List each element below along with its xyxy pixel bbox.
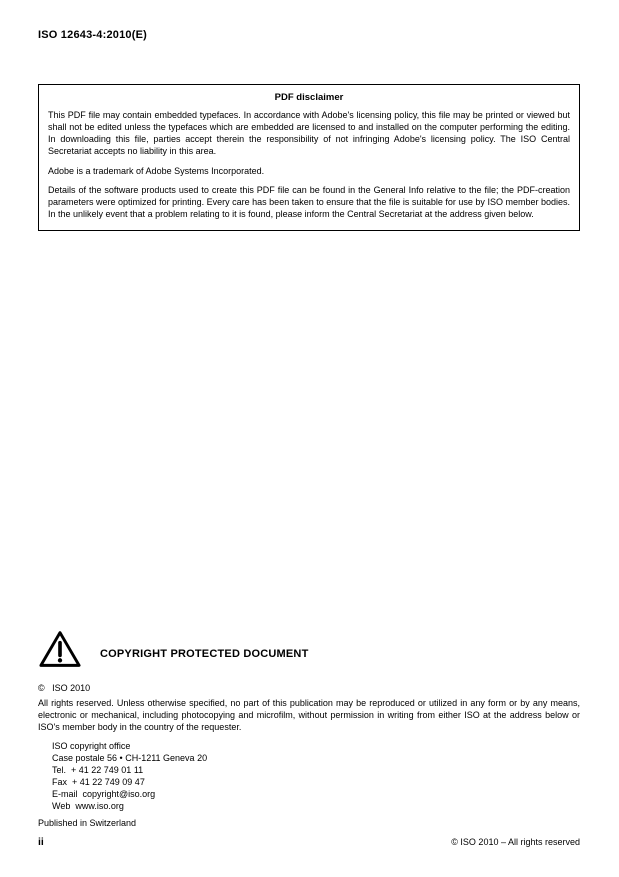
address-line-postal: Case postale 56 • CH-1211 Geneva 20 [52,752,208,763]
copyright-protected-heading: COPYRIGHT PROTECTED DOCUMENT [100,648,309,660]
disclaimer-paragraph: This PDF file may contain embedded typefaces. In accordance with Adobe's licensing policy, this file may be printed or viewed but shall not be edited unless the typefaces which are embedded are licensed to and installed on the computer performing the editing. In downloading this file, parties accept therein the responsibility of not infringing Adobe's licensing policy. The ISO Central Secretariat accepts no liability in this area. [48,110,570,156]
page-number: ii [38,836,44,848]
page-footer [38,836,580,848]
warning-triangle-icon [38,629,82,669]
iso-address-block [52,740,580,813]
footer-copyright-notice: © ISO 2010 – All rights reserved [451,837,580,847]
copyright-year-line: © ISO 2010 [38,683,91,693]
disclaimer-title: PDF disclaimer [274,92,344,103]
published-in-line: Published in Switzerland [38,818,137,829]
disclaimer-paragraph: Details of the software products used to create this PDF file can be found in the General Info relative to the file; the PDF-creation parameters were optimized for printing. Every care has been taken to ensure that the file is suitable for use by ISO member bodies. In the unlikely event that a problem relating to it is found, please inform the Central Secretariat at the address given below. [48,185,570,220]
copyright-heading-row [38,629,580,669]
address-line-office: ISO copyright office [52,740,131,751]
document-reference-header: ISO 12643-4:2010(E) [38,29,147,41]
copyright-section [38,629,580,828]
address-line-email: E-mail copyright@iso.org [52,789,156,800]
address-line-tel: Tel. + 41 22 749 01 11 [52,764,144,775]
disclaimer-paragraph: Adobe is a trademark of Adobe Systems Incorporated. [48,165,265,176]
rights-reserved-text: All rights reserved. Unless otherwise specified, no part of this publication may be reproduced or utilized in any form or by any means, electronic or mechanical, including photocopying and microfilm, without permission in writing from either ISO at the address below or ISO's member body in the country of the requester. [38,698,580,732]
address-line-fax: Fax + 41 22 749 09 47 [52,777,145,788]
pdf-disclaimer-box [38,84,580,231]
address-line-web: Web www.iso.org [52,801,124,812]
